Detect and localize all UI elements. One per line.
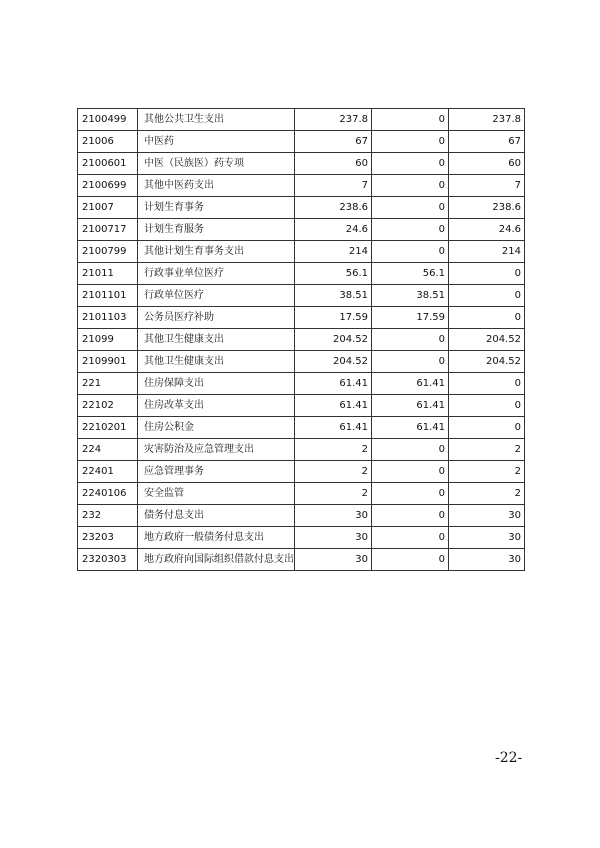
subject-name-cell: 安全监管: [138, 483, 295, 505]
basic-expenditure-cell: 61.41: [372, 417, 449, 439]
table-row: [78, 197, 525, 219]
subject-code-cell: 2210201: [78, 417, 138, 439]
total-amount-cell: 237.8: [295, 109, 372, 131]
table-row: [78, 527, 525, 549]
subject-name-cell: 其他公共卫生支出: [138, 109, 295, 131]
project-expenditure-cell: 0: [449, 285, 525, 307]
subject-code-cell: 2240106: [78, 483, 138, 505]
project-expenditure-cell: 237.8: [449, 109, 525, 131]
subject-code-cell: 21099: [78, 329, 138, 351]
basic-expenditure-cell: 0: [372, 329, 449, 351]
subject-name-cell: 地方政府向国际组织借款付息支出: [138, 549, 295, 571]
table-row: [78, 219, 525, 241]
project-expenditure-cell: 30: [449, 505, 525, 527]
subject-name-cell: 其他卫生健康支出: [138, 329, 295, 351]
total-amount-cell: 2: [295, 461, 372, 483]
basic-expenditure-cell: 0: [372, 461, 449, 483]
subject-name-cell: 行政单位医疗: [138, 285, 295, 307]
table-body: [78, 109, 525, 571]
basic-expenditure-cell: 61.41: [372, 373, 449, 395]
basic-expenditure-cell: 0: [372, 505, 449, 527]
project-expenditure-cell: 30: [449, 527, 525, 549]
project-expenditure-cell: 0: [449, 263, 525, 285]
table-row: [78, 439, 525, 461]
project-expenditure-cell: 204.52: [449, 351, 525, 373]
project-expenditure-cell: 67: [449, 131, 525, 153]
table-row: [78, 549, 525, 571]
subject-name-cell: 其他中医药支出: [138, 175, 295, 197]
project-expenditure-cell: 0: [449, 395, 525, 417]
subject-code-cell: 2100499: [78, 109, 138, 131]
basic-expenditure-cell: 0: [372, 549, 449, 571]
project-expenditure-cell: 238.6: [449, 197, 525, 219]
subject-name-cell: 住房保障支出: [138, 373, 295, 395]
basic-expenditure-cell: 0: [372, 351, 449, 373]
project-expenditure-cell: 24.6: [449, 219, 525, 241]
basic-expenditure-cell: 0: [372, 483, 449, 505]
subject-name-cell: 地方政府一般债务付息支出: [138, 527, 295, 549]
total-amount-cell: 238.6: [295, 197, 372, 219]
project-expenditure-cell: 2: [449, 439, 525, 461]
table-row: [78, 373, 525, 395]
basic-expenditure-cell: 0: [372, 439, 449, 461]
subject-name-cell: 计划生育事务: [138, 197, 295, 219]
table-row: [78, 153, 525, 175]
total-amount-cell: 2: [295, 483, 372, 505]
subject-name-cell: 其他计划生育事务支出: [138, 241, 295, 263]
total-amount-cell: 24.6: [295, 219, 372, 241]
project-expenditure-cell: 60: [449, 153, 525, 175]
subject-name-cell: 中医药: [138, 131, 295, 153]
subject-code-cell: 2101101: [78, 285, 138, 307]
subject-name-cell: 公务员医疗补助: [138, 307, 295, 329]
subject-code-cell: 2100601: [78, 153, 138, 175]
total-amount-cell: 60: [295, 153, 372, 175]
table-row: [78, 329, 525, 351]
basic-expenditure-cell: 56.1: [372, 263, 449, 285]
subject-name-cell: 应急管理事务: [138, 461, 295, 483]
table-row: [78, 483, 525, 505]
project-expenditure-cell: 0: [449, 373, 525, 395]
basic-expenditure-cell: 17.59: [372, 307, 449, 329]
total-amount-cell: 30: [295, 505, 372, 527]
table-row: [78, 285, 525, 307]
subject-name-cell: 其他卫生健康支出: [138, 351, 295, 373]
subject-name-cell: 住房改革支出: [138, 395, 295, 417]
basic-expenditure-cell: 38.51: [372, 285, 449, 307]
table-row: [78, 505, 525, 527]
table-row: [78, 241, 525, 263]
subject-code-cell: 21007: [78, 197, 138, 219]
subject-code-cell: 2100699: [78, 175, 138, 197]
subject-code-cell: 232: [78, 505, 138, 527]
total-amount-cell: 2: [295, 439, 372, 461]
table-row: [78, 395, 525, 417]
subject-name-cell: 住房公积金: [138, 417, 295, 439]
basic-expenditure-cell: 0: [372, 153, 449, 175]
subject-name-cell: 行政事业单位医疗: [138, 263, 295, 285]
subject-name-cell: 计划生育服务: [138, 219, 295, 241]
total-amount-cell: 61.41: [295, 395, 372, 417]
project-expenditure-cell: 204.52: [449, 329, 525, 351]
basic-expenditure-cell: 0: [372, 527, 449, 549]
total-amount-cell: 214: [295, 241, 372, 263]
subject-code-cell: 2101103: [78, 307, 138, 329]
total-amount-cell: 204.52: [295, 351, 372, 373]
subject-code-cell: 2100717: [78, 219, 138, 241]
table-row: [78, 131, 525, 153]
total-amount-cell: 204.52: [295, 329, 372, 351]
basic-expenditure-cell: 0: [372, 197, 449, 219]
subject-code-cell: 221: [78, 373, 138, 395]
subject-code-cell: 21011: [78, 263, 138, 285]
project-expenditure-cell: 214: [449, 241, 525, 263]
project-expenditure-cell: 0: [449, 417, 525, 439]
total-amount-cell: 67: [295, 131, 372, 153]
total-amount-cell: 17.59: [295, 307, 372, 329]
table-row: [78, 417, 525, 439]
basic-expenditure-cell: 0: [372, 219, 449, 241]
subject-code-cell: 23203: [78, 527, 138, 549]
page-number: -22-: [495, 750, 523, 766]
total-amount-cell: 30: [295, 527, 372, 549]
total-amount-cell: 30: [295, 549, 372, 571]
basic-expenditure-cell: 61.41: [372, 395, 449, 417]
total-amount-cell: 56.1: [295, 263, 372, 285]
total-amount-cell: 38.51: [295, 285, 372, 307]
basic-expenditure-cell: 0: [372, 131, 449, 153]
project-expenditure-cell: 2: [449, 483, 525, 505]
subject-name-cell: 债务付息支出: [138, 505, 295, 527]
table-row: [78, 461, 525, 483]
table-row: [78, 263, 525, 285]
subject-name-cell: 中医（民族医）药专项: [138, 153, 295, 175]
basic-expenditure-cell: 0: [372, 241, 449, 263]
table-row: [78, 175, 525, 197]
total-amount-cell: 61.41: [295, 373, 372, 395]
basic-expenditure-cell: 0: [372, 175, 449, 197]
subject-code-cell: 224: [78, 439, 138, 461]
total-amount-cell: 7: [295, 175, 372, 197]
budget-table: [77, 108, 525, 571]
subject-code-cell: 2100799: [78, 241, 138, 263]
subject-code-cell: 22401: [78, 461, 138, 483]
total-amount-cell: 61.41: [295, 417, 372, 439]
project-expenditure-cell: 7: [449, 175, 525, 197]
subject-code-cell: 2320303: [78, 549, 138, 571]
table-row: [78, 109, 525, 131]
subject-code-cell: 22102: [78, 395, 138, 417]
project-expenditure-cell: 2: [449, 461, 525, 483]
table-row: [78, 351, 525, 373]
subject-code-cell: 2109901: [78, 351, 138, 373]
project-expenditure-cell: 30: [449, 549, 525, 571]
subject-name-cell: 灾害防治及应急管理支出: [138, 439, 295, 461]
table-row: [78, 307, 525, 329]
subject-code-cell: 21006: [78, 131, 138, 153]
project-expenditure-cell: 0: [449, 307, 525, 329]
basic-expenditure-cell: 0: [372, 109, 449, 131]
